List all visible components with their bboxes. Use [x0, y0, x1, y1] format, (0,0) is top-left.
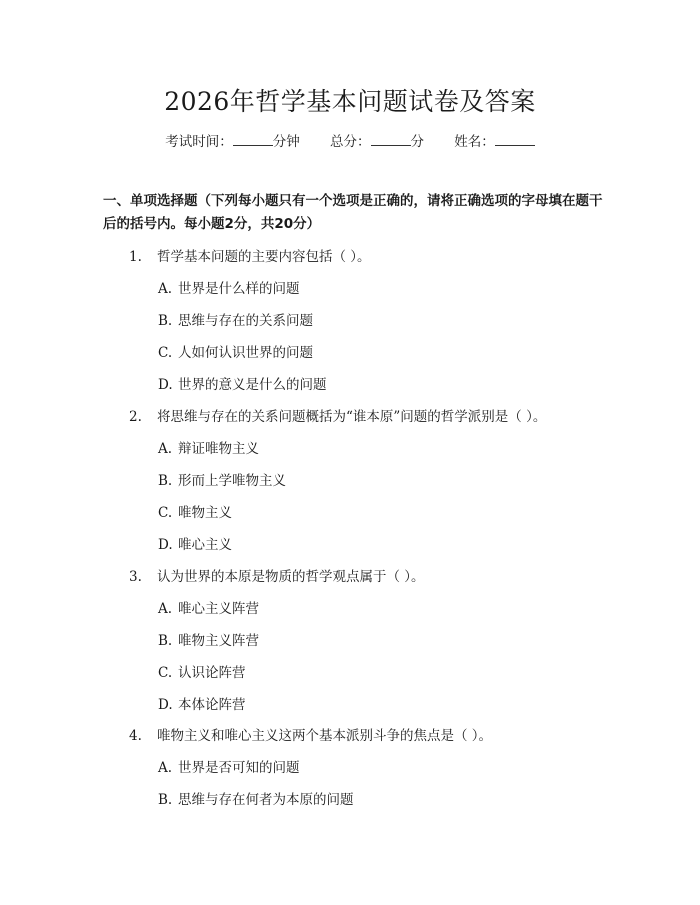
exam-time-blank — [233, 133, 273, 146]
option-text: 唯物主义 — [178, 505, 232, 521]
option-text: 辩证唯物主义 — [178, 441, 259, 457]
option-letter: B. — [158, 792, 173, 808]
total-score-label: 总分： — [330, 134, 371, 150]
option-letter: D. — [158, 697, 173, 713]
name-label: 姓名： — [454, 134, 495, 150]
option-4a — [158, 756, 300, 776]
option-text: 思维与存在何者为本原的问题 — [178, 792, 354, 808]
question-3 — [129, 565, 425, 585]
option-3d — [158, 693, 246, 713]
option-text: 本体论阵营 — [178, 697, 246, 713]
option-letter: C. — [158, 665, 173, 681]
question-stem: 将思维与存在的关系问题概括为“谁本原”问题的哲学派别是（ ）。 — [157, 409, 547, 425]
exam-time-unit: 分钟 — [272, 134, 300, 150]
name-field — [454, 134, 535, 150]
exam-meta-line — [0, 130, 700, 150]
option-2a — [158, 437, 259, 457]
option-text: 唯物主义阵营 — [178, 633, 259, 649]
question-stem: 哲学基本问题的主要内容包括（ ）。 — [157, 249, 371, 265]
total-score-blank — [371, 133, 411, 146]
exam-time-field — [165, 134, 304, 150]
option-1d — [158, 373, 327, 393]
question-stem: 认为世界的本原是物质的哲学观点属于（ ）。 — [157, 569, 425, 585]
option-4b — [158, 788, 354, 808]
option-letter: A. — [158, 441, 173, 457]
option-text: 世界是什么样的问题 — [178, 281, 300, 297]
question-number: 1. — [129, 249, 142, 265]
option-letter: B. — [158, 633, 173, 649]
option-3a — [158, 597, 259, 617]
option-letter: D. — [158, 377, 173, 393]
exam-title: 2026年哲学基本问题试卷及答案 — [164, 87, 536, 116]
option-letter: B. — [158, 473, 173, 489]
question-number: 2. — [129, 409, 142, 425]
option-1c — [158, 341, 313, 361]
option-letter: D. — [158, 537, 173, 553]
question-stem: 唯物主义和唯心主义这两个基本派别斗争的焦点是（ ）。 — [157, 728, 493, 744]
option-text: 世界的意义是什么的问题 — [178, 377, 327, 393]
option-2d — [158, 533, 232, 553]
question-4 — [129, 724, 492, 744]
total-score-unit: 分 — [410, 134, 424, 150]
total-score-field — [330, 134, 428, 150]
option-text: 世界是否可知的问题 — [178, 760, 300, 776]
question-number: 4. — [129, 728, 142, 744]
option-letter: A. — [158, 760, 173, 776]
option-text: 思维与存在的关系问题 — [178, 313, 313, 329]
option-letter: A. — [158, 281, 173, 297]
option-text: 唯心主义 — [178, 537, 232, 553]
option-1b — [158, 309, 313, 329]
option-letter: C. — [158, 505, 173, 521]
option-2c — [158, 501, 232, 521]
option-3b — [158, 629, 259, 649]
option-letter: B. — [158, 313, 173, 329]
name-blank — [495, 133, 535, 146]
exam-time-label: 考试时间： — [165, 134, 233, 150]
option-letter: A. — [158, 601, 173, 617]
option-text: 唯心主义阵营 — [178, 601, 259, 617]
option-text: 认识论阵营 — [178, 665, 246, 681]
question-1 — [129, 245, 371, 265]
option-letter: C. — [158, 345, 173, 361]
option-text: 形而上学唯物主义 — [178, 473, 286, 489]
option-3c — [158, 661, 246, 681]
question-2 — [129, 405, 546, 425]
question-number: 3. — [129, 569, 142, 585]
section-heading: 一、单项选择题（下列每小题只有一个选项是正确的，请将正确选项的字母填在题干后的括号内。每小题2分，共20分） — [103, 193, 603, 232]
option-text: 人如何认识世界的问题 — [178, 345, 313, 361]
option-2b — [158, 469, 286, 489]
option-1a — [158, 277, 300, 297]
